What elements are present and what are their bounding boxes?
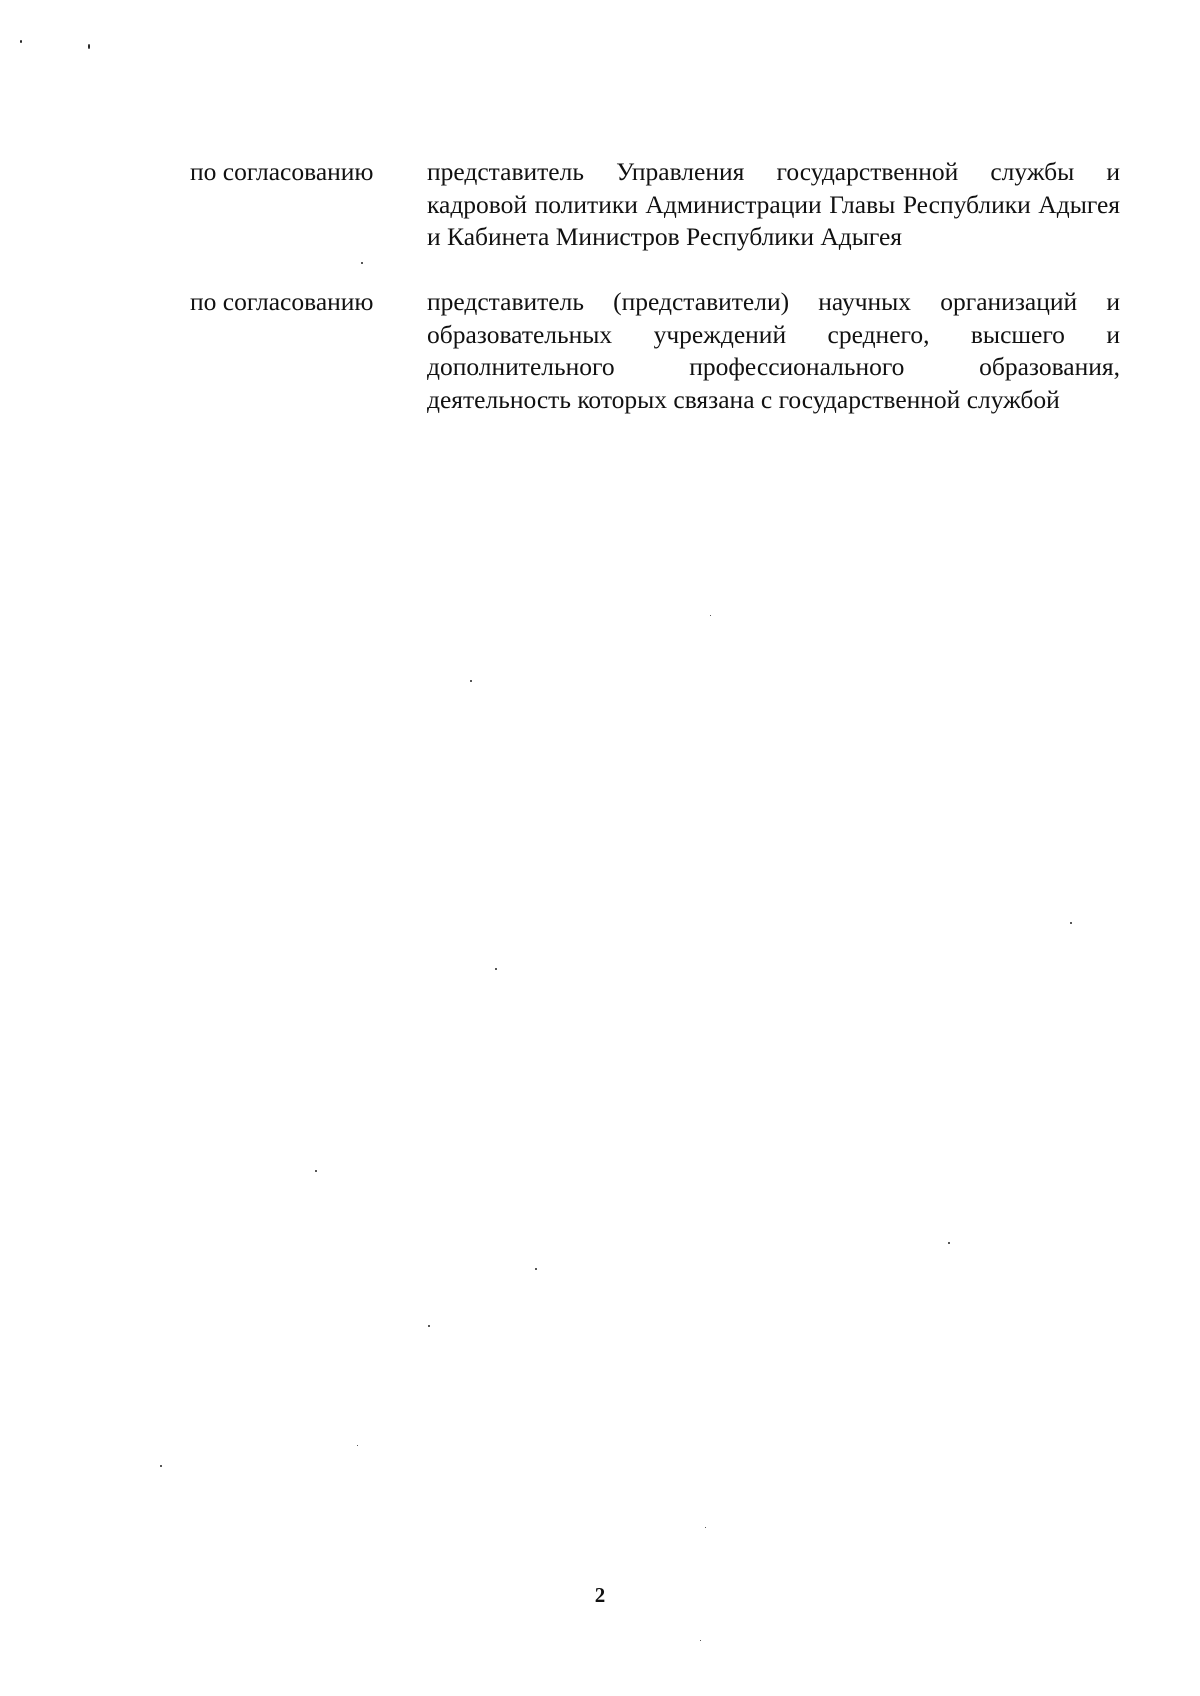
scan-speck [535,1268,537,1270]
member-role: по согласованию [190,157,374,186]
scan-speck [20,40,22,43]
scan-speck [1070,922,1072,924]
scan-speck [88,44,90,49]
scan-speck [160,1465,162,1467]
scan-speck [428,1325,430,1327]
member-description: представитель Управления государственной службы и кадровой политики Администрации Главы Республики Адыгея и Кабинета Министров Республики Адыгея [427,157,1120,251]
scan-speck [361,262,363,264]
scan-speck [948,1242,950,1244]
page-number: 2 [594,1583,606,1607]
scan-speck [315,1170,317,1172]
scan-speck [495,968,497,970]
member-description: представитель (представители) научных организаций и образовательных учреждений среднего, высшего и дополнительного профессионального образования, деятельность которых связана с государственной службой [427,287,1120,414]
scan-speck [470,680,472,682]
member-role: по согласованию [190,287,374,316]
scan-speck [700,1640,701,1641]
scan-speck [705,1527,706,1528]
scan-speck [710,615,711,616]
scan-speck [357,1445,358,1446]
